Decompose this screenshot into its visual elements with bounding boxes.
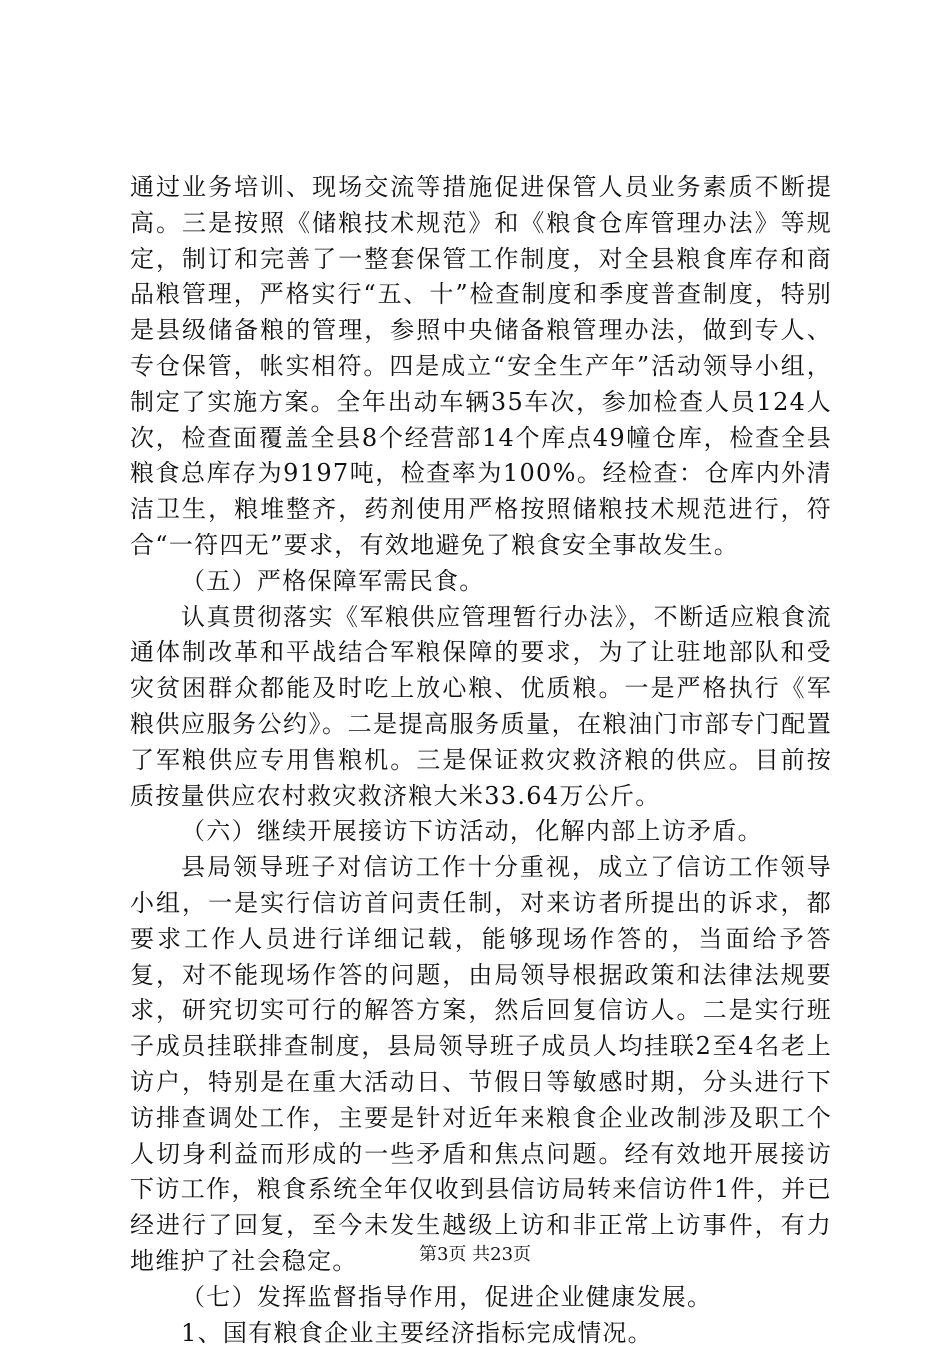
- paragraph-3: 县局领导班子对信访工作十分重视，成立了信访工作领导小组，一是实行信访首问责任制，对来访者所提出的诉求，都要求工作人员进行详细记载，能够现场作答的，当面给予答复，对不能现场作答的问题，由局领导根据政策和法律法规要求，研究切实可行的解答方案，然后回复信访人。二是实行班子成员挂联排查制度，县局领导班子成员人均挂联2至4名老上访户，特别是在重大活动日、节假日等敏感时期，分头进行下访排查调处工作，主要是针对近年来粮食企业改制涉及职工个人切身利益而形成的一些矛盾和焦点问题。经有效地开展接访下访工作，粮食系统全年仅收到县信访局转来信访件1件，并已经进行了回复，至今未发生越级上访和非正常上访事件，有力地维护了社会稳定。: [130, 850, 832, 1280]
- section-heading-6: （六）继续开展接访下访活动，化解内部上访矛盾。: [130, 814, 832, 850]
- subsection-heading-1: 1、国有粮食企业主要经济指标完成情况。: [130, 1316, 832, 1351]
- paragraph-1: 通过业务培训、现场交流等措施促进保管人员业务素质不断提高。三是按照《储粮技术规范》和《粮食仓库管理办法》等规定，制订和完善了一整套保管工作制度，对全县粮食库存和商品粮管理，严格实行“五、十”检查制度和季度普查制度，特别是县级储备粮的管理，参照中央储备粮管理办法，做到专人、专仓保管，帐实相符。四是成立“安全生产年”活动领导小组，制定了实施方案。全年出动车辆35车次，参加检查人员124人次，检查面覆盖全县8个经营部14个库点49幢仓库，检查全县粮食总库存为9197吨，检查率为100%。经检查：仓库内外清洁卫生，粮堆整齐，药剂使用严格按照储粮技术规范进行，符合“一符四无”要求，有效地避免了粮食安全事故发生。: [130, 170, 832, 564]
- page-footer: 第3页 共23页: [0, 1240, 950, 1266]
- paragraph-2: 认真贯彻落实《军粮供应管理暂行办法》，不断适应粮食流通体制改革和平战结合军粮保障的要求，为了让驻地部队和受灾贫困群众都能及时吃上放心粮、优质粮。一是严格执行《军粮供应服务公约》。二是提高服务质量，在粮油门市部专门配置了军粮供应专用售粮机。三是保证救灾救济粮的供应。目前按质按量供应农村救灾救济粮大米33.64万公斤。: [130, 600, 832, 815]
- section-heading-7: （七）发挥监督指导作用，促进企业健康发展。: [130, 1280, 832, 1316]
- document-body: [130, 170, 832, 1351]
- section-heading-5: （五）严格保障军需民食。: [130, 564, 832, 600]
